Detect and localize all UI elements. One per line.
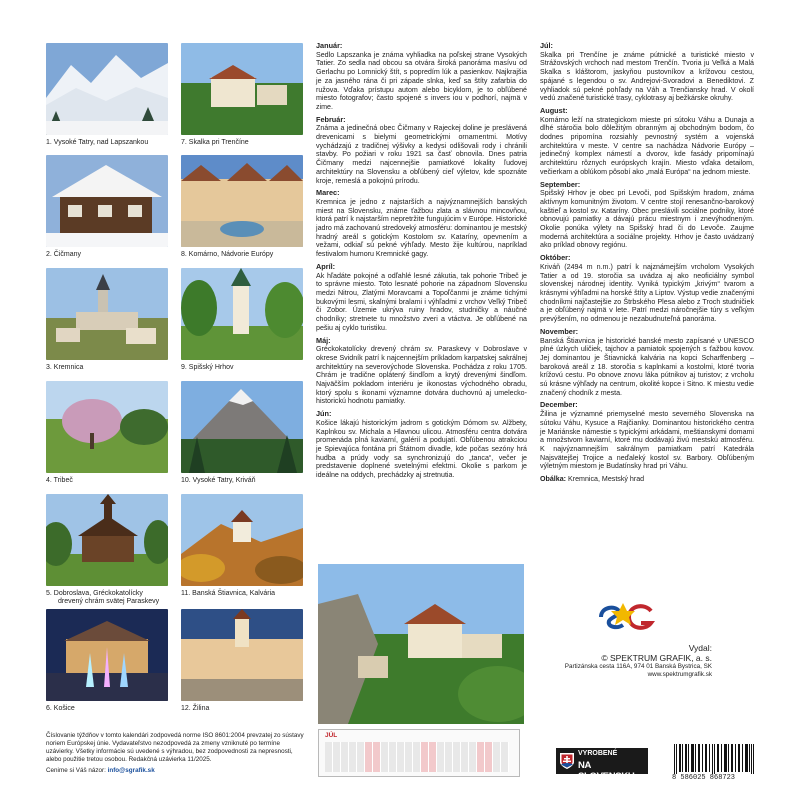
month-descriptions-left (316, 42, 527, 484)
photo-tribec (46, 381, 168, 473)
monastery-cliff-image (318, 564, 524, 724)
calendar-day-cell (365, 742, 373, 772)
publisher-website[interactable]: www.spektrumgrafik.sk (647, 671, 712, 678)
calendar-day-cell (469, 742, 477, 772)
photo-komarno (181, 155, 303, 247)
caption-8: 8. Komárno, Nádvorie Európy (181, 251, 274, 258)
mountain-peak-image (181, 381, 303, 473)
badge-line-2: NA SLOVENSKU (578, 760, 635, 782)
ean-barcode (672, 744, 756, 776)
wooden-church-image (46, 494, 168, 586)
calendar-day-cell (429, 742, 437, 772)
slovak-emblem-icon (559, 752, 575, 770)
spektrum-grafik-logo (597, 599, 657, 635)
cover-label: Obálka: (540, 475, 567, 484)
month-descriptions-right (540, 42, 754, 488)
calendar-day-cell (349, 742, 357, 772)
calendar-day-cell (357, 742, 365, 772)
calendar-day-cell (501, 742, 509, 772)
barcode-number: 8 586025 868723 (672, 774, 736, 782)
photo-july-preview (318, 564, 524, 724)
calendar-day-cell (461, 742, 469, 772)
caption-5-line2: drevený chrám svätej Paraskevy (58, 598, 160, 605)
month-text-jul: Skalka pri Trenčíne je známe pútnické a turistické miesto v Strážovských vrchoch nad mestom Trenčín. Tvoria ju Veľká a Malá Skalka s kláštorom, jaskyňou pustovníkov a krížovou cestou, spájané s legendou o sv. Andrejovi-Svoradovi a Benediktovi. Z vyhliadok sú pekné pohľady na Váh a Trenčiansky hrad. V okolí vedú značené turistické trasy, cyklotrasy aj bežkárske okruhy. (540, 50, 754, 103)
month-title-oktober: Október: (540, 253, 571, 263)
publisher-address: Partizánska cesta 116A, 974 01 Banská Bystrica, SK (564, 663, 712, 670)
town-church-image (46, 268, 168, 360)
footer-notice (46, 732, 304, 775)
badge-line-1: VYROBENÉ (578, 750, 618, 757)
month-text-marec: Kremnica je jedno z najstarších a najvýznamnejších banských miest na Slovensku, známe ťažbou zlata a slávnou mincovňou, ktorá patrí k najstarším nepretržite fungujúcim v Európe. Historické jadro má zachovanú stredoveký atmosféru: dominantou je mestský hradný areál s gotickým Kostolom sv. Kataríny, opevnením a vežami, odkiaľ sú pekné výhľady. Mesto žije kultúrou, napríklad festivalom humoru Kremnické gagy. (316, 197, 527, 259)
calendar-day-cell (333, 742, 341, 772)
calendar-day-cell (405, 742, 413, 772)
cover-value: Kremnica, Mestský hrad (568, 475, 645, 484)
photo-vysoke-tatry-lapszanka (46, 43, 168, 135)
publisher-name: © SPEKTRUM GRAFIK, a. s. (601, 653, 712, 663)
calendar-day-cell (477, 742, 485, 772)
month-text-maj: Gréckokatolícky drevený chrám sv. Paraskevy v Dobroslave v okrese Svidník patrí k najcennejším príkladom karpatskej sakrálnej architektúry na severovýchode Slovenska. Pochádza z roku 1705. Chrám je tradične oplátený šindľom a krytý drevenými šindľom. Najväčším pokladom interiéru je ikonostas východného obradu, ktorý spolu s ikonami významne dotvára duchovnú aj umelecko-historickú hodnotu pamiatky. (316, 345, 527, 406)
feedback-line (46, 767, 304, 775)
publisher-heading: Vydal: (688, 643, 712, 653)
calendar-day-cell (341, 742, 349, 772)
calendar-day-cell (421, 742, 429, 772)
calendar-day-cell (373, 742, 381, 772)
fountain-night-image (46, 609, 168, 701)
month-title-november: November: (540, 326, 579, 336)
feedback-label: Cenime si Váš názor: (46, 767, 106, 774)
calendar-day-cell (381, 742, 389, 772)
caption-6: 6. Košice (46, 705, 75, 712)
caption-2: 2. Čičmany (46, 251, 82, 258)
month-text-april: Ak hľadáte pokojné a odľahlé lesné zákutia, tak pohorie Tribeč je to správne miesto. Toto lesnaté pohorie na západnom Slovensku medzi Nitrou, Zlatými Moravcami a Topoľčanmi je známe tichými bukovými lesmi, skalnými bralami i výhľadmi z vrchov Veľký Tribeč či Zobor. Územie ukrýva ruiny hradov, studničky a náučné chodníky; stretnete tu množstvo zveri a vtáctva. Je obľúbené na pešiu aj cyklo turistiku. (316, 271, 527, 332)
calendar-day-cell (485, 742, 493, 772)
month-title-december: December: (540, 400, 578, 410)
wooden-house-winter-image (46, 155, 168, 247)
month-title-september: September: (540, 179, 581, 189)
month-title-jul: Júl: (540, 41, 553, 50)
calendar-month-label: JÚL (325, 732, 338, 739)
month-text-oktober: Kriváň (2494 m n.m.) patrí k najznámejším vrcholom Vysokých Tatier a od 19. storočia sa uvádza aj ako neoficiálny symbol slovenskej národnej identity. Vyniká typickým „krivým“ tvarom a krásnymi výhľadmi na horské štíty a Liptov. Výstup vedie značenými chodníkmi najčastejšie zo Štrbského Plesa alebo z Troch studničiek a je obľúbený najmä v lete. Patrí medzi náročnejšie túry s veľkým prevýšením, no odmenou je nezabudnuteľná panoráma. (540, 262, 754, 324)
photo-krivan (181, 381, 303, 473)
month-title-august: August: (540, 105, 568, 115)
publisher-block (556, 643, 712, 679)
photo-kosice (46, 609, 168, 701)
photo-dobroslava (46, 494, 168, 586)
month-text-jun: Košice lákajú historickým jadrom s gotickým Dómom sv. Alžbety, Kaplnkou sv. Michala a Hlavnou ulicou. Atmosféru centra dotvára promenáda plná kaviarní, galérií a podujatí. Obľúbenou atrakciou je Spievajúca fontána pri Štátnom divadle, kde počas sezóny hrá hudba a prúdy vody sa synchronizujú do „tanca“, večer je predstavenie doplnené svetelnými efektmi. Okolie s parkom je ideálne na oddych, prechádzky aj stretnutia. (316, 418, 527, 480)
calendar-day-cell (445, 742, 453, 772)
caption-7: 7. Skalka pri Trenčíne (181, 139, 249, 146)
logo-text: SG (627, 621, 629, 622)
photo-banska-stiavnica (181, 494, 303, 586)
month-text-september: Spišský Hrhov je obec pri Levoči, pod Spišským hradom, známa aktívnym komunitným životom. V centre stojí renesančno-barokový kaštieľ a kostol sv. Kataríny. Obec preslávili sociálne podniky, ktoré obnovujú pamiatky a dávajú prácu miestnym i znevýhodneným. Okolie ponúka výlety na Spišský hrad či do Levoče. Zaujme moderná architektúra a sociálne projekty. Hrhov je často uvádzaný ako príklad obnovy regiónu. (540, 189, 754, 250)
caption-4: 4. Tribeč (46, 477, 73, 484)
calendar-day-cell (437, 742, 445, 772)
caption-12: 12. Žilina (181, 705, 210, 712)
calendar-day-cell (325, 742, 333, 772)
calendar-day-cell (413, 742, 421, 772)
month-title-maj: Máj: (316, 335, 331, 345)
calendar-strip (318, 729, 520, 777)
caption-9: 9. Spišský Hrhov (181, 364, 234, 371)
month-text-februar: Známa a jedinečná obec Čičmany v Rajeckej doline je preslávená drevenicami s bielymi geometrickými ornamentmi. Motívy vychádzajú z tradičnej výšivky a kedysi odlišovali rody i chránili stavby. Po požiari v roku 1921 sa časť obnovila. Dnes patria Čičmany medzi najcennejšie pamiatkové lokality ľudovej architektúry na Slovensku a obľúbený cieľ výletov, kde spoznáte kroje, remeslá a pokojnú prírodu. (316, 124, 527, 185)
month-title-april: Apríl: (316, 261, 336, 271)
month-text-januar: Sedlo Lapszanka je známa vyhliadka na poľskej strane Vysokých Tatier. Zo sedla nad obcou sa otvára široká panoráma masívu od Gerlachu po Lomnický štít, s popredím lúk a pasienkov. Najkrajšia je za jasného rána či pri západe slnka, keď sa štíty zafarbia do ružova. Vďaka prístupu autom alebo bicyklom, je to obľúbené miesto fotografov; často spojené s invers iou v podhorí, najmä v zime. (316, 50, 527, 111)
calvary-autumn-image (181, 494, 303, 586)
iso-notice-text: Číslovanie týždňov v tomto kalendári zodpovedá norme ISO 8601:2004 prevzatej zo sústavy noriem Európskej únie. Vydavateľstvo nezodpovedá za zmeny vzniknuté po termíne uzávierky. Všetky informácie sú uvedené s výhradou, bez zodpovednosti za nepresnosti, alebo použitie tretou osobou. Redakčná uzávierka 11/2025. (46, 732, 304, 763)
calendar-day-cell (397, 742, 405, 772)
caption-10: 10. Vysoké Tatry, Kriváň (181, 477, 256, 484)
church-park-image (181, 268, 303, 360)
monastery-hill-image (181, 43, 303, 135)
photo-skalka (181, 43, 303, 135)
month-title-januar: Január: (316, 41, 343, 50)
photo-kremnica (46, 268, 168, 360)
month-title-februar: Február: (316, 114, 346, 124)
square-arcades-image (181, 609, 303, 701)
blossom-meadow-image (46, 381, 168, 473)
calendar-day-cell (453, 742, 461, 772)
caption-3: 3. Kremnica (46, 364, 84, 371)
month-title-marec: Marec: (316, 188, 340, 198)
calendar-day-cell (389, 742, 397, 772)
month-text-december: Žilina je významné priemyselné mesto severného Slovenska na sútoku Váhu, Kysuce a Rajčianky. Dominantou historického centra je Mariánske námestie s typickými arkádami, meštianskymi domami a množstvom kaviarní, ktoré mu dodávajú živú mestskú atmosféru. K najvýznamnejším sakrálnym pamiatkam patrí Katedrála Najsvätejšej Trojice a neďaleký kostol sv. Barbory. Obľúbeným výletným miestom je Budatínsky hrad pri Váhu. (540, 410, 754, 471)
photo-cicmany (46, 155, 168, 247)
calendar-day-cell (493, 742, 501, 772)
caption-11: 11. Banská Štiavnica, Kalvária (181, 590, 276, 597)
caption-1: 1. Vysoké Tatry, nad Lapszankou (46, 139, 149, 146)
month-text-november: Banská Štiavnica je historické banské mesto zapísané v UNESCO plné úzkych uličiek, tajchov a pamiatok spojených s ťažbou kovov. Jej dominantou je Štiavnická kalvária na kopci Scharffenberg – baroková areál z 18. storočia s kaplnkami a kostolmi, ktoré tvoria krížovú cestu. Po obnove znovu láka pútnikov aj turistov; z vrcholu sú krásne výhľady na centrum, okolité kopce i Sitno. K miestu vedie značený chodník z mesta. (540, 336, 754, 397)
month-title-jun: Jún: (316, 409, 332, 419)
made-in-slovakia-badge (556, 748, 648, 782)
caption-5: 5. Dobroslava, Gréckokatolícky (46, 590, 143, 597)
photo-spissky-hrhov (181, 268, 303, 360)
cover-note (540, 475, 754, 484)
month-text-august: Komárno leží na strategickom mieste pri sútoku Váhu a Dunaja a dlhé stáročia bolo dôležitým obranným aj obchodným bodom, čo dodnes pripomína rozsiahly pevnostný systém a vojenská architektúra v meste. V centre sa nachádza Nádvorie Európy – jedinečný komplex námestí a dvorov, kde fasády pripomínajú architektúru rôznych európskych krajín. Miesto vďaka detailom, večierkam a oblúkom pôsobí ako „malá Európa“ na jednom mieste. (540, 115, 754, 176)
feedback-email-link[interactable]: info@sgrafik.sk (107, 767, 155, 774)
photo-zilina (181, 609, 303, 701)
courtyard-square-image (181, 155, 303, 247)
winter-mountains-image (46, 43, 168, 135)
